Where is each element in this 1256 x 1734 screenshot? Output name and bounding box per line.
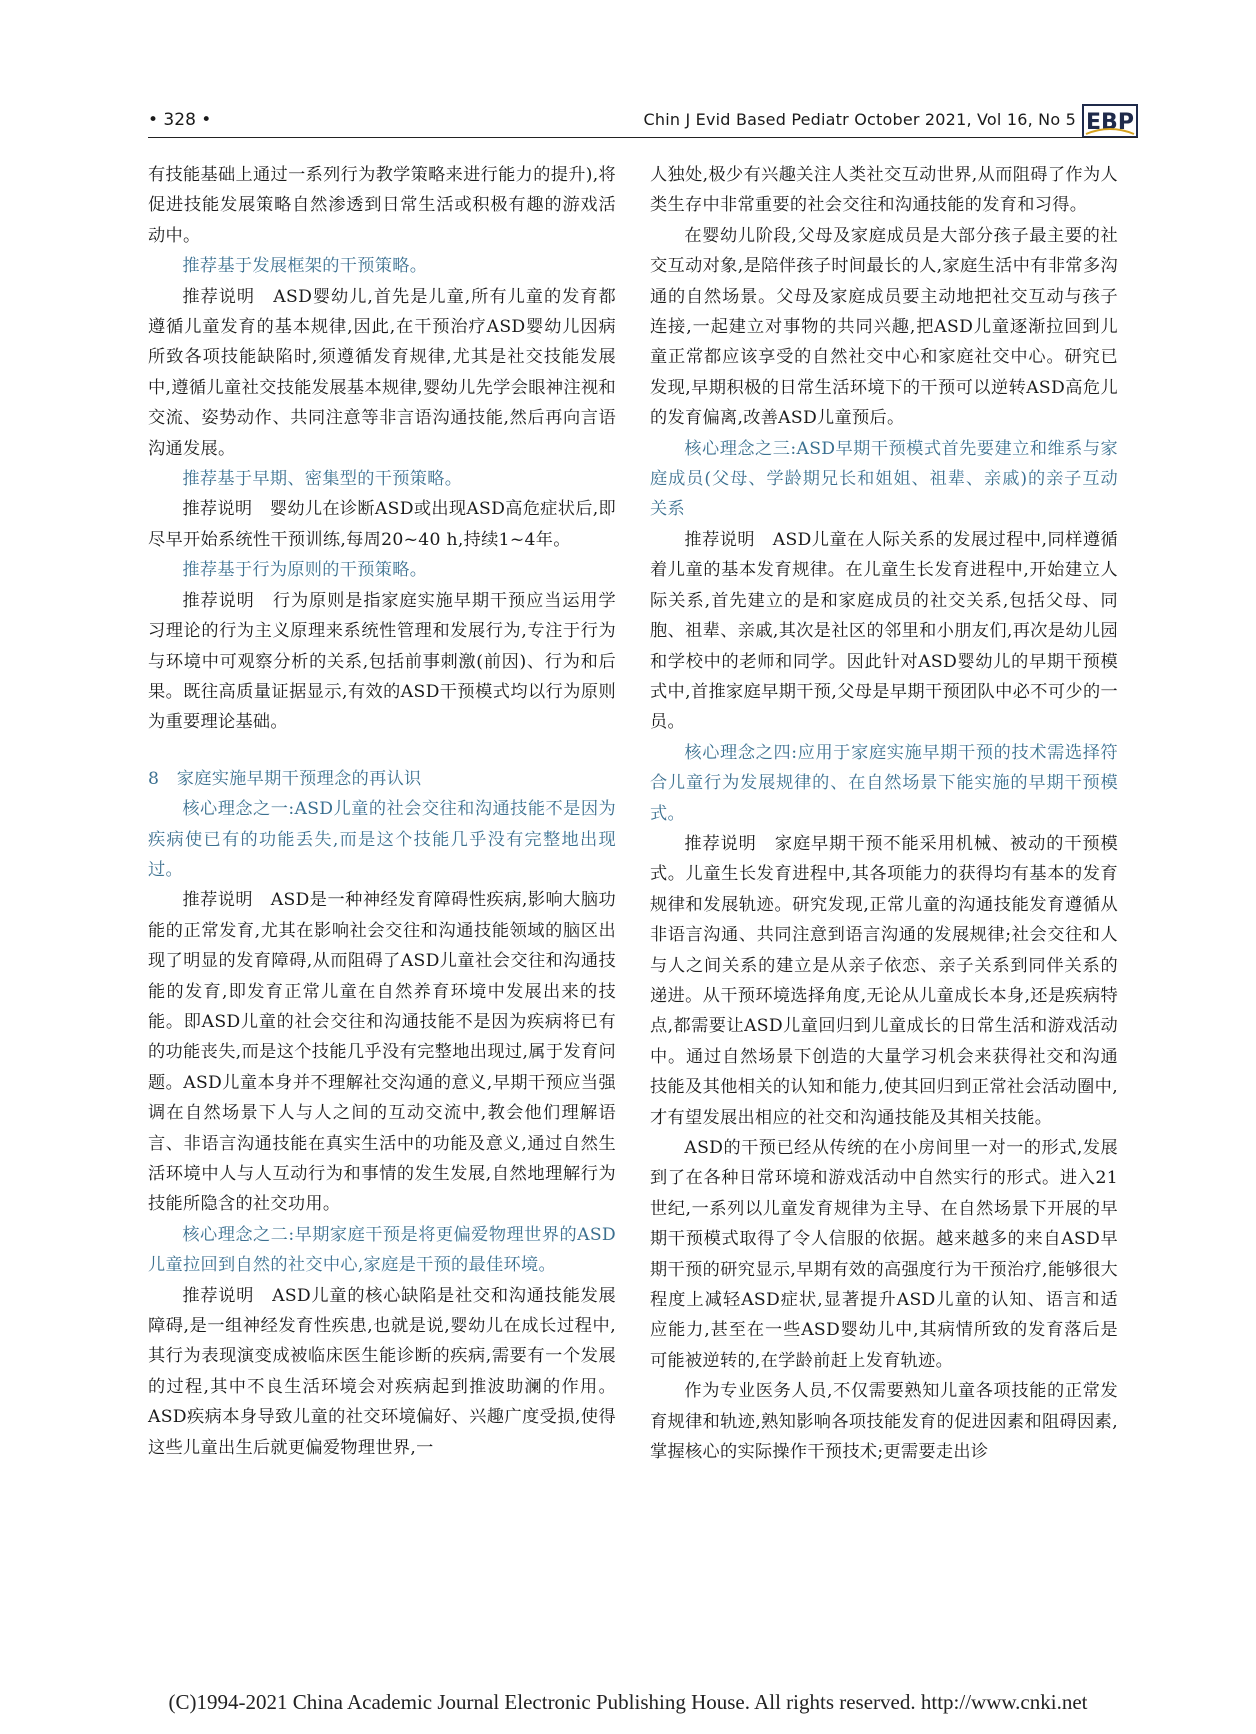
body-paragraph: 推荐说明 家庭早期干预不能采用机械、被动的干预模式。儿童生长发育进程中,其各项能力的获得均有基本的发育规律和发展轨迹。研究发现,正常儿童的沟通技能发育遵循从非语言沟通、共同注意到语言沟通的发展规律;社会交往和人与人之间关系的建立是从亲子依恋、亲子关系到同伴关系的递进。从干预环境选择角度,无论从儿童成长本身,还是疾病特点,都需要让ASD儿童回归到儿童成长的日常生活和游戏活动中。通过自然场景下创造的大量学习机会来获得社交和沟通技能及其他相关的认知和能力,使其回归到正常社会活动圈中,才有望发展出相应的社交和沟通技能及其相关技能。 — [650, 833, 1118, 1128]
body-paragraph: 推荐说明 ASD婴幼儿,首先是儿童,所有儿童的发育都遵循儿童发育的基本规律,因此,在干预治疗ASD婴幼儿因病所致各项技能缺陷时,须遵循发育规律,尤其是社交技能发展中,遵循儿童社交技能发展基本规律,婴幼儿先学会眼神注视和交流、姿势动作、共同注意等非言语沟通技能,然后再向言语沟通发展。 — [148, 286, 616, 459]
body-paragraph: 人独处,极少有兴趣关注人类社交互动世界,从而阻碍了作为人类生存中非常重要的社会交往和沟通技能的发育和习得。 — [650, 165, 1118, 216]
recommendation-heading: 核心理念之二:早期家庭干预是将更偏爱物理世界的ASD儿童拉回到自然的社交中心,家庭是干预的最佳环境。 — [148, 1224, 616, 1276]
recommendation-heading: 推荐基于发展框架的干预策略。 — [182, 256, 428, 277]
recommendation-heading: 推荐基于行为原则的干预策略。 — [182, 560, 428, 581]
journal-citation: Chin J Evid Based Pediatr October 2021, Vol 16, No 5 — [643, 110, 1076, 129]
body-paragraph: 推荐说明 ASD是一种神经发育障碍性疾病,影响大脑功能的正常发育,尤其在影响社会交往和沟通技能领域的脑区出现了明显的发育障碍,从而阻碍了ASD儿童社会交往和沟通技能的发育,即发育正常儿童在自然养育环境中发展出来的技能。即ASD儿童的社会交往和沟通技能不是因为疾病将已有的功能丧失,而是这个技能几乎没有完整地出现过,属于发育问题。ASD儿童本身并不理解社交沟通的意义,早期干预应当强调在自然场景下人与人之间的互动交流中,教会他们理解语言、非语言沟通技能在真实生活中的功能及意义,通过自然生活环境中人与人互动行为和事情的发生发展,自然地理解行为技能所隐含的社交功用。 — [148, 890, 616, 1215]
ebp-logo-icon — [1082, 104, 1138, 138]
recommendation-heading: 核心理念之一:ASD儿童的社会交往和沟通技能不是因为疾病使已有的功能丢失,而是这个技能几乎没有完整地出现过。 — [148, 799, 616, 880]
body-paragraph: ASD的干预已经从传统的在小房间里一对一的形式,发展到了在各种日常环境和游戏活动中自然实行的形式。进入21世纪,一系列以儿童发育规律为主导、在自然场景下开展的早期干预模式取得了令人信服的依据。越来越多的来自ASD早期干预的研究显示,早期有效的高强度行为干预治疗,能够很大程度上减轻ASD症状,显著提升ASD儿童的认知、语言和适应能力,甚至在一些ASD婴幼儿中,其病情所致的发育落后是可能被逆转的,在学龄前赶上发育轨迹。 — [650, 1138, 1118, 1371]
body-paragraph: 推荐说明 行为原则是指家庭实施早期干预应当运用学习理论的行为主义原理来系统性管理和发展行为,专注于行为与环境中可观察分析的关系,包括前事刺激(前因)、行为和后果。既往高质量证据显示,有效的ASD干预模式均以行为原则为重要理论基础。 — [148, 590, 616, 733]
page-number: • 328 • — [148, 110, 212, 130]
body-paragraph: 有技能基础上通过一系列行为教学策略来进行能力的提升),将促进技能发展策略自然渗透到日常生活或积极有趣的游戏活动中。 — [148, 165, 616, 246]
right-column — [650, 160, 1118, 1467]
body-paragraph: 推荐说明 婴幼儿在诊断ASD或出现ASD高危症状后,即尽早开始系统性干预训练,每周20~40 h,持续1~4年。 — [148, 499, 616, 550]
left-column — [148, 160, 616, 1463]
recommendation-heading: 核心理念之三:ASD早期干预模式首先要建立和维系与家庭成员(父母、学龄期兄长和姐姐、祖辈、亲戚)的亲子互动关系 — [650, 438, 1118, 520]
body-paragraph: 作为专业医务人员,不仅需要熟知儿童各项技能的正常发育规律和轨迹,熟知影响各项技能发育的促进因素和阻碍因素,掌握核心的实际操作干预技术;更需要走出诊 — [650, 1381, 1118, 1463]
svg-text:EBP: EBP — [1086, 110, 1134, 135]
body-paragraph: 在婴幼儿阶段,父母及家庭成员是大部分孩子最主要的社交互动对象,是陪伴孩子时间最长的人,家庭生活中有非常多沟通的自然场景。父母及家庭成员要主动地把社交互动与孩子连接,一起建立对事物的共同兴趣,把ASD儿童逐渐拉回到儿童正常都应该享受的自然社交中心和家庭社交中心。研究已发现,早期积极的日常生活环境下的干预可以逆转ASD高危儿的发育偏离,改善ASD儿童预后。 — [650, 225, 1118, 429]
body-paragraph: 推荐说明 ASD儿童的核心缺陷是社交和沟通技能发展障碍,是一组神经发育性疾患,也就是说,婴幼儿在成长过程中,其行为表现演变成被临床医生能诊断的疾病,需要有一个发展的过程,其中不良生活环境会对疾病起到推波助澜的作用。ASD疾病本身导致儿童的社交环境偏好、兴趣广度受损,使得这些儿童出生后就更偏爱物理世界,一 — [148, 1285, 616, 1458]
copyright-footer: (C)1994-2021 China Academic Journal Electronic Publishing House. All rights reserved. http://www.cnki.net — [168, 1690, 1088, 1714]
recommendation-heading: 核心理念之四:应用于家庭实施早期干预的技术需选择符合儿童行为发展规律的、在自然场景下能实施的早期干预模式。 — [650, 742, 1118, 824]
header-rule — [148, 137, 1138, 138]
running-header — [148, 110, 1138, 138]
section-heading: 8 家庭实施早期干预理念的再认识 — [148, 768, 422, 789]
body-paragraph: 推荐说明 ASD儿童在人际关系的发展过程中,同样遵循着儿童的基本发育规律。在儿童生长发育进程中,开始建立人际关系,首先建立的是和家庭成员的社交关系,包括父母、同胞、祖辈、亲戚,其次是社区的邻里和小朋友们,再次是幼儿园和学校中的老师和同学。因此针对ASD婴幼儿的早期干预模式中,首推家庭早期干预,父母是早期干预团队中必不可少的一员。 — [650, 529, 1118, 733]
recommendation-heading: 推荐基于早期、密集型的干预策略。 — [182, 469, 463, 490]
